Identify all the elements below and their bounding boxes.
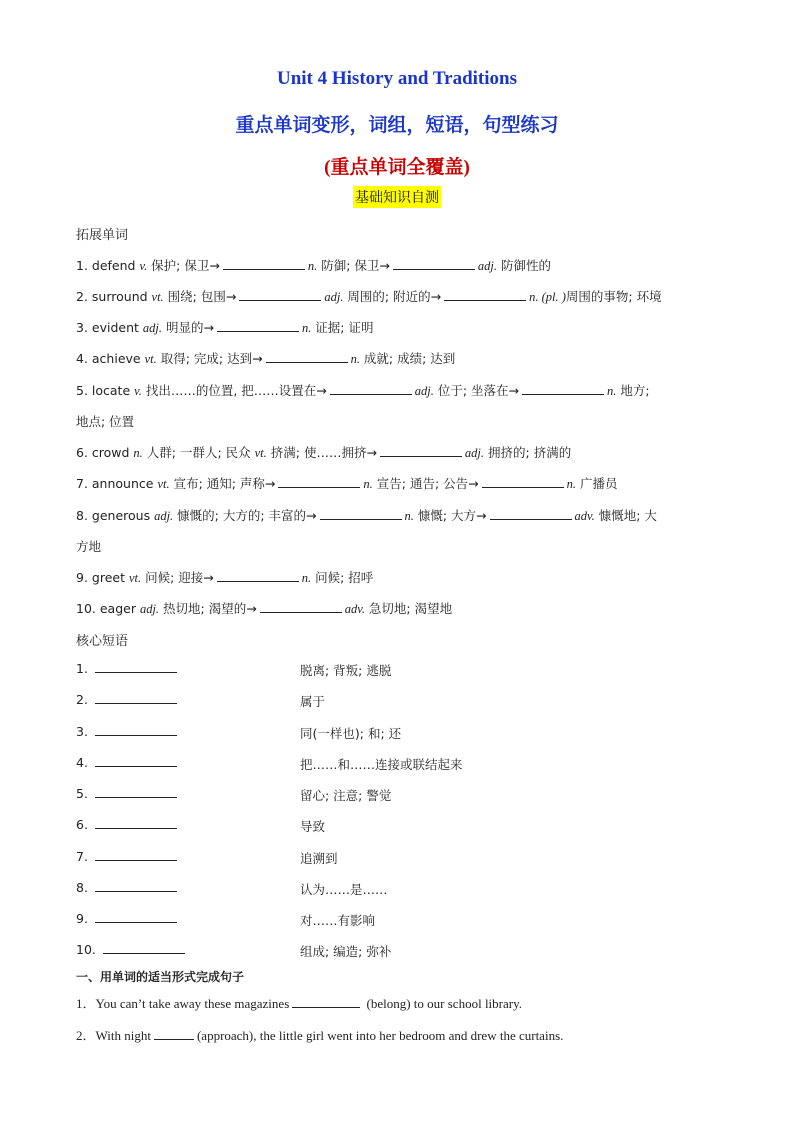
- badge-wrap: [0, 186, 794, 208]
- worksheet-subtitle: 重点单词变形，词组，短语，句型练习: [235, 115, 559, 136]
- answer-blank[interactable]: [393, 259, 475, 270]
- vocab-meaning: 位于; 坐落在→: [433, 383, 520, 398]
- pos-label: n. (pl. ): [529, 290, 566, 304]
- phrase-meaning: 属于: [300, 694, 326, 709]
- answer-blank[interactable]: [217, 321, 299, 332]
- pos-label: v.: [134, 384, 142, 398]
- unit-title: Unit 4 History and Traditions: [276, 68, 517, 89]
- answer-blank[interactable]: [380, 446, 462, 457]
- exercise-question: [76, 1025, 563, 1044]
- phrase-row: [76, 724, 180, 739]
- vocab-item-continuation: 地点; 位置: [76, 414, 135, 429]
- pos-label: adv.: [344, 602, 365, 616]
- phrase-meaning: 把……和……连接或联结起来: [300, 757, 463, 772]
- phrase-row: [76, 786, 180, 801]
- vocab-meaning: 宣布; 通知; 声称→: [169, 476, 276, 491]
- vocab-meaning: 人群; 一群人; 民众: [142, 445, 255, 460]
- phrase-row: [76, 849, 180, 864]
- vocab-word: 5. locate: [76, 383, 135, 398]
- answer-blank[interactable]: [444, 290, 526, 301]
- pos-label: adj.: [139, 602, 160, 616]
- vocab-meaning: 宣告; 通告; 公告→: [372, 476, 479, 491]
- pos-label: n.: [404, 509, 414, 523]
- phrase-number: 2.: [76, 692, 88, 707]
- answer-blank[interactable]: [223, 259, 305, 270]
- pos-label: v.: [139, 259, 148, 273]
- vocab-word: 8. generous: [76, 508, 155, 523]
- pos-label: adv.: [574, 509, 595, 523]
- vocab-meaning: 广播员: [576, 476, 618, 491]
- answer-blank[interactable]: [482, 477, 564, 488]
- pos-label: vt.: [254, 446, 267, 460]
- pos-label: vt.: [157, 477, 170, 491]
- phrase-meaning: 导致: [300, 819, 326, 834]
- phrase-number: 7.: [76, 849, 88, 864]
- pos-label: vt.: [128, 571, 142, 585]
- vocab-item: [76, 474, 617, 492]
- phrase-number: 4.: [76, 755, 88, 770]
- pos-label: adj.: [477, 259, 497, 273]
- answer-blank[interactable]: [95, 693, 177, 704]
- pos-label: vt.: [151, 290, 164, 304]
- vocab-item: [76, 318, 374, 336]
- question-text: (approach), the little girl went into her bedroom and drew the curtains.: [196, 1028, 564, 1043]
- vocab-meaning: 围绕; 包围→: [163, 289, 237, 304]
- vocab-word: 3. evident: [76, 320, 143, 335]
- exercise-section-title: 一、用单词的适当形式完成句子: [76, 970, 245, 984]
- exercise-question: [76, 993, 522, 1012]
- phrase-meaning: 追溯到: [300, 851, 338, 866]
- answer-blank[interactable]: [217, 571, 299, 582]
- answer-blank[interactable]: [103, 943, 185, 954]
- vocab-meaning: 问候; 招呼: [311, 570, 374, 585]
- vocab-word: 10. eager: [76, 601, 140, 616]
- vocab-item: [76, 381, 650, 399]
- vocab-meaning: 急切地; 渴望地: [364, 601, 453, 616]
- vocab-meaning: 慷慨的; 大方的; 丰富的→: [173, 508, 317, 523]
- phrase-meaning: 组成; 编造; 弥补: [300, 944, 392, 959]
- answer-blank[interactable]: [95, 850, 177, 861]
- pos-label: adj.: [154, 509, 174, 523]
- question-number: 1．: [76, 996, 96, 1011]
- pos-label: n.: [307, 259, 318, 273]
- vocab-meaning: 保护; 保卫→: [147, 258, 220, 273]
- vocab-meaning: 挤满; 使……拥挤→: [266, 445, 377, 460]
- question-number: 2．: [76, 1028, 96, 1043]
- answer-blank[interactable]: [95, 756, 177, 767]
- answer-blank[interactable]: [330, 384, 412, 395]
- pos-label: n.: [363, 477, 373, 491]
- vocab-meaning: 热切地; 渴望的→: [159, 601, 257, 616]
- answer-blank[interactable]: [95, 662, 177, 673]
- pos-label: n.: [133, 446, 143, 460]
- answer-blank[interactable]: [260, 602, 342, 613]
- answer-blank[interactable]: [292, 997, 360, 1008]
- pos-label: adj.: [142, 321, 162, 335]
- phrase-number: 9.: [76, 911, 88, 926]
- vocab-word: 1. defend: [76, 258, 140, 273]
- pos-label: adj.: [414, 384, 434, 398]
- vocab-section-title: 拓展单词: [76, 228, 129, 243]
- vocab-meaning: 证据; 证明: [311, 320, 374, 335]
- vocab-meaning: 成就; 成绩; 达到: [359, 351, 456, 366]
- coverage-note: (重点单词全覆盖): [324, 157, 470, 178]
- section-badge: 基础知识自测: [353, 186, 441, 208]
- vocab-meaning: 慷慨; 大方→: [413, 508, 487, 523]
- phrase-row: [76, 692, 180, 707]
- answer-blank[interactable]: [522, 384, 604, 395]
- answer-blank[interactable]: [95, 818, 177, 829]
- phrase-meaning: 同(一样也); 和; 还: [300, 726, 402, 741]
- answer-blank[interactable]: [154, 1029, 194, 1040]
- vocab-meaning: 防御; 保卫→: [317, 258, 390, 273]
- phrase-row: [76, 880, 180, 895]
- question-text: With night: [95, 1028, 151, 1043]
- vocab-word: 9. greet: [76, 570, 129, 585]
- pos-label: adj.: [464, 446, 485, 460]
- vocab-word: 2. surround: [76, 289, 152, 304]
- answer-blank[interactable]: [278, 477, 360, 488]
- vocab-item: [76, 287, 662, 305]
- vocab-item: [76, 506, 657, 524]
- phrase-row: [76, 911, 180, 926]
- phrase-number: 1.: [76, 661, 88, 676]
- vocab-meaning: 防御性的: [496, 258, 551, 273]
- phrase-row: [76, 817, 180, 832]
- pos-label: n.: [607, 384, 617, 398]
- phrase-row: [76, 661, 180, 676]
- vocab-item: [76, 256, 551, 274]
- answer-blank[interactable]: [266, 352, 348, 363]
- vocab-meaning: 找出……的位置, 把……设置在→: [141, 383, 327, 398]
- answer-blank[interactable]: [239, 290, 321, 301]
- phrase-row: [76, 755, 180, 770]
- question-text: You can’t take away these magazines: [95, 996, 290, 1011]
- phrase-meaning: 脱离; 背叛; 逃脱: [300, 663, 392, 678]
- vocab-word: 6. crowd: [76, 445, 134, 460]
- vocab-item-continuation: 方地: [76, 539, 102, 554]
- phrase-meaning: 留心; 注意; 警觉: [300, 788, 392, 803]
- vocab-word: 4. achieve: [76, 351, 145, 366]
- pos-label: adj.: [324, 290, 344, 304]
- pos-label: n.: [566, 477, 576, 491]
- vocab-meaning: 明显的→: [162, 320, 214, 335]
- pos-label: n.: [301, 571, 312, 585]
- pos-label: n.: [301, 321, 312, 335]
- phrase-number: 6.: [76, 817, 88, 832]
- question-text: (belong) to our school library.: [363, 996, 522, 1011]
- phrase-number: 10.: [76, 942, 96, 957]
- phrase-number: 8.: [76, 880, 88, 895]
- answer-blank[interactable]: [95, 912, 177, 923]
- vocab-meaning: 取得; 完成; 达到→: [156, 351, 263, 366]
- phrase-meaning: 对……有影响: [300, 913, 376, 928]
- vocab-item: [76, 443, 571, 461]
- answer-blank[interactable]: [320, 509, 402, 520]
- vocab-meaning: 周围的事物; 环境: [565, 289, 662, 304]
- answer-blank[interactable]: [95, 787, 177, 798]
- vocab-meaning: 拥挤的; 挤满的: [484, 445, 572, 460]
- vocab-word: 7. announce: [76, 476, 158, 491]
- vocab-item: [76, 349, 455, 367]
- answer-blank[interactable]: [95, 881, 177, 892]
- answer-blank[interactable]: [95, 725, 177, 736]
- phrase-meaning: 认为……是……: [300, 882, 388, 897]
- pos-label: n.: [350, 352, 360, 366]
- phrases-section-title: 核心短语: [76, 634, 129, 649]
- vocab-meaning: 周围的; 附近的→: [343, 289, 442, 304]
- vocab-meaning: 问候; 迎接→: [141, 570, 214, 585]
- vocab-meaning: 慷慨地; 大: [594, 508, 657, 523]
- phrase-number: 5.: [76, 786, 88, 801]
- phrase-number: 3.: [76, 724, 88, 739]
- vocab-meaning: 地方;: [616, 383, 650, 398]
- vocab-item: [76, 568, 373, 586]
- answer-blank[interactable]: [490, 509, 572, 520]
- vocab-item: [76, 599, 452, 617]
- pos-label: vt.: [144, 352, 157, 366]
- phrase-row: [76, 942, 188, 957]
